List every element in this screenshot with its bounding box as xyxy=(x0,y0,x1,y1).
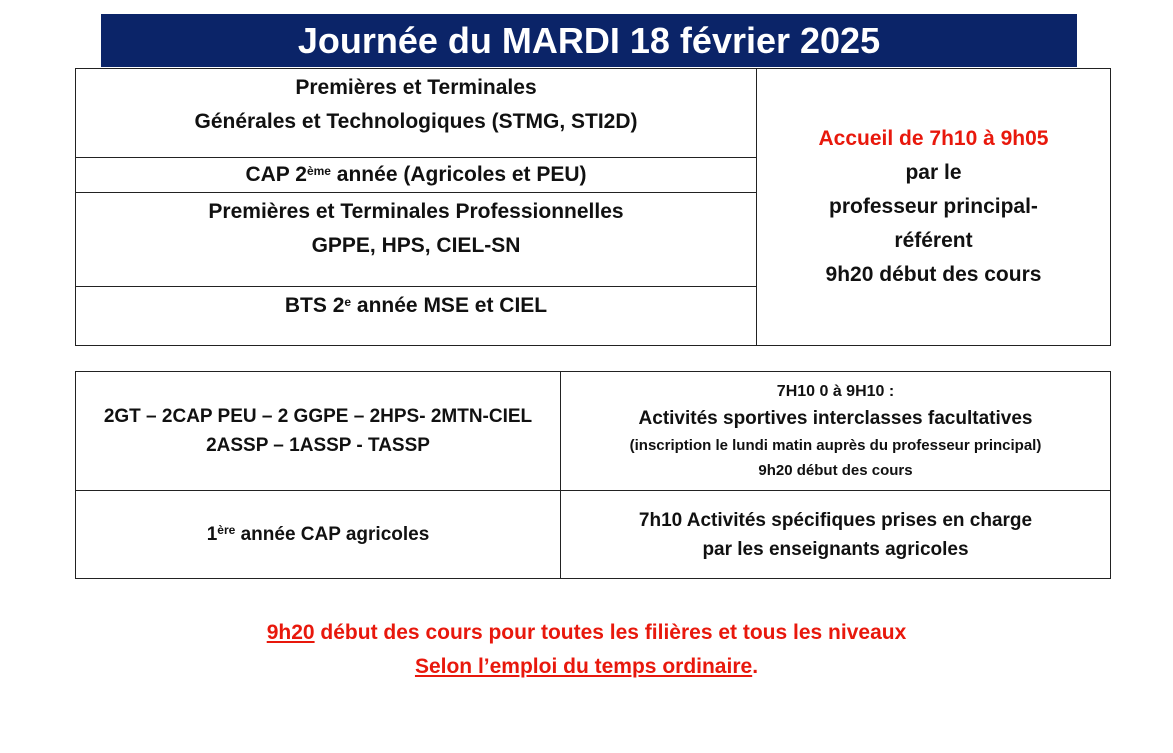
footer-time: 9h20 xyxy=(266,621,315,644)
specifiques-line1: 7h10 Activités spécifiques prises en charge xyxy=(638,509,1033,531)
row-bts-2e xyxy=(76,287,756,345)
row-label: BTS 2e année MSE et CIEL xyxy=(284,294,548,317)
footer-line1 xyxy=(0,616,1173,650)
activites-sportives xyxy=(561,372,1110,490)
accueil-line5: 9h20 début des cours xyxy=(825,263,1042,286)
footer-line2-text: Selon l’emploi du temps ordinaire xyxy=(414,655,753,678)
specifiques-line2: par les enseignants agricoles xyxy=(702,538,969,560)
row-cap-2eme xyxy=(76,158,756,192)
row-label: CAP 2ème année (Agricoles et PEU) xyxy=(245,163,587,186)
page-title: Journée du MARDI 18 février 2025 xyxy=(297,20,881,61)
row-label-line1: Premières et Terminales xyxy=(295,76,537,99)
activites-debut: 9h20 début des cours xyxy=(758,462,913,479)
footer-period: . xyxy=(752,655,759,678)
accueil-time: Accueil de 7h10 à 9h05 xyxy=(818,127,1049,150)
footer-line1-text: début des cours pour toutes les filières et tous les niveaux xyxy=(314,621,907,644)
activites-inscription: (inscription le lundi matin auprès du professeur principal) xyxy=(629,437,1042,454)
row-1ere-cap-agricoles xyxy=(76,491,560,578)
row-label: 1ère année CAP agricoles xyxy=(206,523,430,545)
classes-line2: 2ASSP – 1ASSP - TASSP xyxy=(206,435,430,456)
accueil-line3: professeur principal- xyxy=(829,195,1038,218)
row-premieres-generales xyxy=(76,69,756,157)
accueil-info xyxy=(757,69,1110,345)
row-premieres-professionnelles xyxy=(76,193,756,286)
row-2gt-classes xyxy=(76,372,560,490)
activites-time: 7H10 0 à 9H10 : xyxy=(776,383,895,400)
activites-title: Activités sportives interclasses facultatives xyxy=(638,408,1033,429)
activites-specifiques xyxy=(561,491,1110,578)
footer-line2 xyxy=(0,650,1173,684)
row-label-line1: Premières et Terminales Professionnelles xyxy=(208,200,624,223)
row-label-line2: GPPE, HPS, CIEL-SN xyxy=(311,234,521,257)
schedule-table-1 xyxy=(75,68,1111,346)
page-title-banner xyxy=(101,14,1077,67)
schedule-table-2 xyxy=(75,371,1111,579)
accueil-line2: par le xyxy=(905,161,962,184)
accueil-line4: référent xyxy=(894,229,973,252)
row-label-line2: Générales et Technologiques (STMG, STI2D) xyxy=(194,110,638,133)
classes-line1: 2GT – 2CAP PEU – 2 GGPE – 2HPS- 2MTN-CIEL xyxy=(103,406,533,427)
